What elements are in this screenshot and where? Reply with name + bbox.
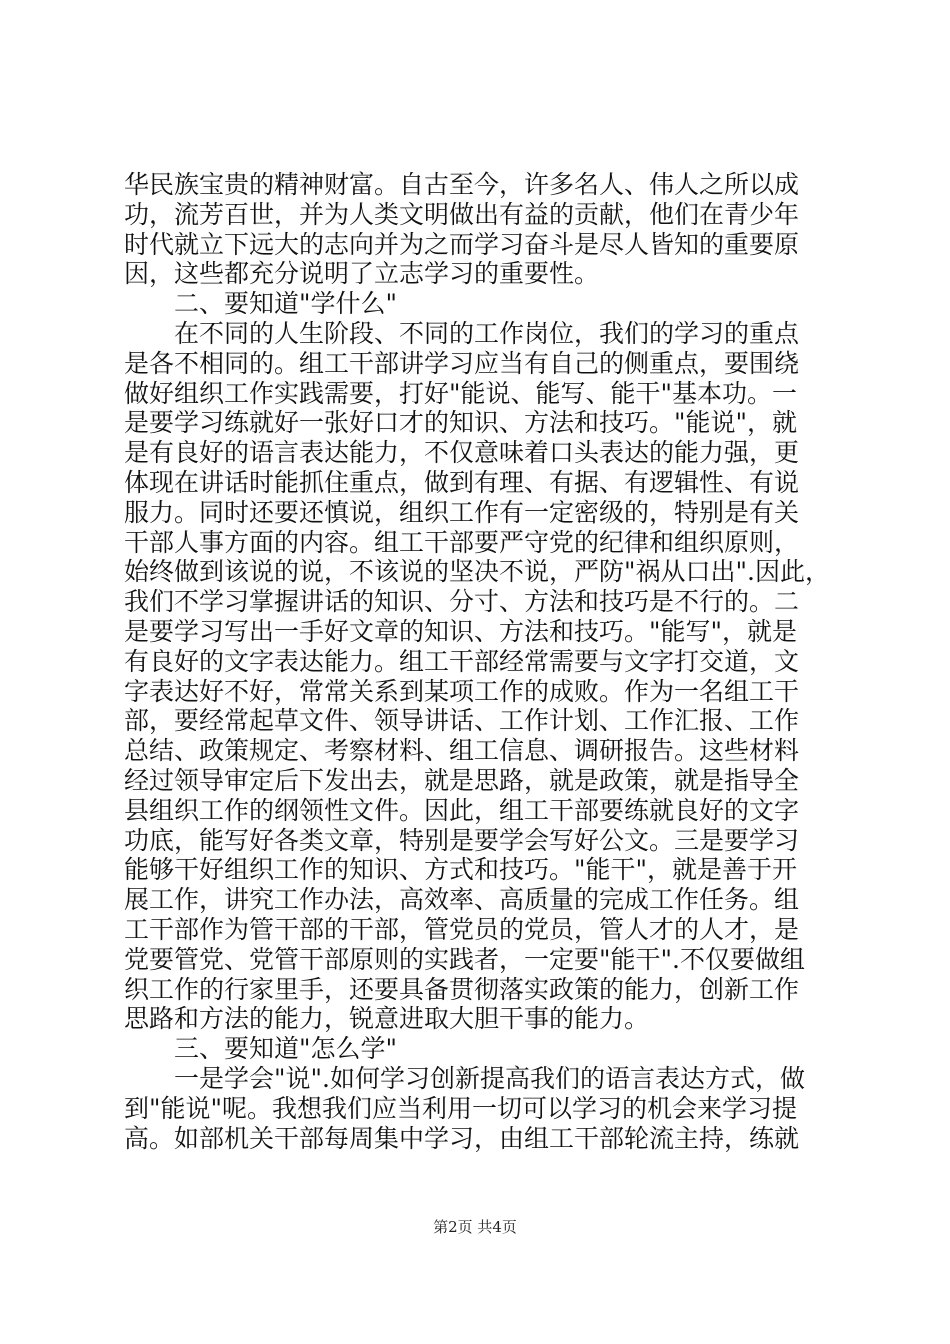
text-line: 一是学会"说".如何学习创新提高我们的语言表达方式，做 [174, 1063, 805, 1093]
text-line: 功底，能写好各类文章，特别是要学会写好公文。三是要学习 [124, 825, 800, 855]
text-line: 总结、政策规定、考察材料、组工信息、调研报告。这些材料 [124, 736, 800, 766]
text-line: 高。如部机关干部每周集中学习，由组工干部轮流主持，练就 [124, 1123, 800, 1153]
section-heading: 三、要知道"怎么学" [174, 1034, 397, 1064]
text-line: 能够干好组织工作的知识、方式和技巧。"能干"，就是善于开 [124, 855, 798, 885]
text-line: 字表达好不好，常常关系到某项工作的成败。作为一名组工干 [124, 676, 800, 706]
text-line: 是要学习练就好一张好口才的知识、方法和技巧。"能说"，就 [124, 408, 798, 438]
text-line: 做好组织工作实践需要，打好"能说、能写、能干"基本功。一 [124, 378, 798, 408]
text-line: 是要学习写出一手好文章的知识、方法和技巧。"能写"，就是 [124, 616, 798, 646]
text-line: 因，这些都充分说明了立志学习的重要性。 [124, 259, 600, 289]
text-line: 经过领导审定后下发出去，就是思路，就是政策，就是指导全 [124, 765, 800, 795]
text-line: 部，要经常起草文件、领导讲话、工作计划、工作汇报、工作 [124, 706, 800, 736]
text-line: 服力。同时还要还慎说，组织工作有一定密级的，特别是有关 [124, 497, 800, 527]
text-line: 思路和方法的能力，锐意进取大胆干事的能力。 [124, 1004, 650, 1034]
text-line: 我们不学习掌握讲话的知识、分寸、方法和技巧是不行的。二 [124, 587, 800, 617]
text-line: 工干部作为管干部的干部，管党员的党员，管人才的人才，是 [124, 914, 800, 944]
body-text [124, 170, 844, 1153]
text-line: 是有良好的语言表达能力，不仅意味着口头表达的能力强，更 [124, 438, 800, 468]
text-line: 在不同的人生阶段、不同的工作岗位，我们的学习的重点 [174, 318, 800, 348]
text-line: 功，流芳百世，并为人类文明做出有益的贡献，他们在青少年 [124, 199, 800, 229]
text-line: 是各不相同的。组工干部讲学习应当有自己的侧重点，要围绕 [124, 348, 800, 378]
text-line: 展工作，讲究工作办法，高效率、高质量的完成工作任务。组 [124, 885, 800, 915]
text-line: 织工作的行家里手，还要具备贯彻落实政策的能力，创新工作 [124, 974, 800, 1004]
text-line: 到"能说"呢。我想我们应当利用一切可以学习的机会来学习提 [124, 1093, 798, 1123]
text-line: 华民族宝贵的精神财富。自古至今，许多名人、伟人之所以成 [124, 170, 800, 199]
text-line: 始终做到该说的说，不该说的坚决不说，严防"祸从口出".因此， [124, 557, 830, 587]
page-number-footer: 第2页 共4页 [433, 1218, 517, 1236]
section-heading: 二、要知道"学什么" [174, 289, 397, 319]
text-line: 有良好的文字表达能力。组工干部经常需要与文字打交道，文 [124, 646, 800, 676]
text-line: 县组织工作的纲领性文件。因此，组工干部要练就良好的文字 [124, 795, 800, 825]
text-line: 干部人事方面的内容。组工干部要严守党的纪律和组织原则， [124, 527, 800, 557]
text-line: 时代就立下远大的志向并为之而学习奋斗是尽人皆知的重要原 [124, 229, 800, 259]
text-line: 体现在讲话时能抓住重点，做到有理、有据、有逻辑性、有说 [124, 467, 800, 497]
text-line: 党要管党、党管干部原则的实践者，一定要"能干".不仅要做组 [124, 944, 805, 974]
